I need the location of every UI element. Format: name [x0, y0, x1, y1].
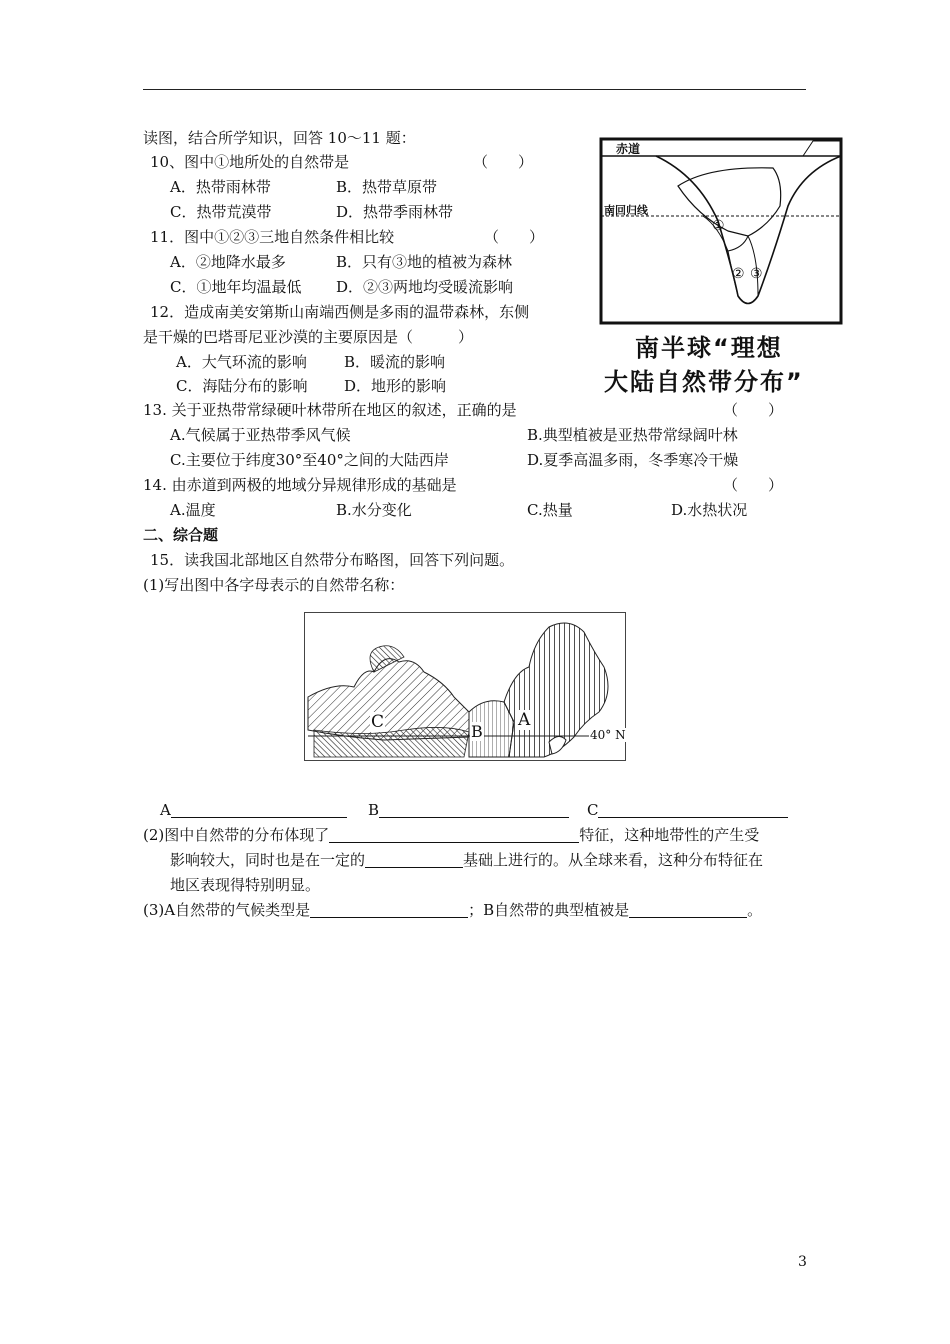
q13-paren: （ ）	[723, 401, 784, 419]
answer-a-row	[160, 798, 347, 822]
north-china-map	[304, 612, 626, 790]
q12-stem-line2: 是干燥的巴塔哥尼亚沙漠的主要原因是（ ）	[143, 328, 474, 346]
q14-paren: （ ）	[723, 476, 784, 494]
answer-a-blank[interactable]	[171, 801, 347, 818]
tropic-label: 南回归线	[604, 204, 648, 217]
q11-option-c: C．①地年均温最低	[170, 278, 302, 296]
marker-3: ③	[750, 266, 763, 282]
q10-paren: （ ）	[473, 153, 534, 171]
latitude-label: 40° N	[590, 728, 626, 742]
q14-option-b: B.水分变化	[336, 501, 412, 519]
part3-text-c: 。	[747, 901, 763, 919]
part2-blank-1[interactable]	[329, 826, 579, 843]
q15-part2-line2	[170, 848, 763, 872]
part2-text-d: 基础上进行的。从全球来看，这种分布特征在	[463, 851, 764, 869]
figure-caption-line1: 南半球“理想	[635, 334, 783, 362]
q13-option-b: B.典型植被是亚热带常绿阔叶林	[527, 426, 738, 444]
part3-text-a: (3)A自然带的气候类型是	[143, 901, 311, 919]
q14-option-c: C.热量	[527, 501, 573, 519]
part3-blank-2[interactable]	[629, 901, 747, 918]
q15-part2-line1	[143, 823, 759, 847]
part3-blank-1[interactable]	[310, 901, 468, 918]
page-number: 3	[798, 1254, 807, 1270]
q14-option-d: D.水热状况	[671, 501, 748, 519]
q12-option-a: A．大气环流的影响	[176, 353, 307, 371]
part2-text-c: 影响较大，同时也是在一定的	[170, 851, 366, 869]
header-rule	[143, 89, 806, 90]
answer-b-row	[368, 798, 569, 822]
marker-2: ②	[732, 266, 745, 282]
map-label-a: A	[518, 710, 531, 730]
q10-option-d: D．热带季雨林带	[336, 203, 454, 221]
part2-text-b: 特征，这种地带性的产生受	[579, 826, 760, 844]
q13-option-c: C.主要位于纬度30°至40°之间的大陆西岸	[170, 451, 449, 469]
part2-text-a: (2)图中自然带的分布体现了	[143, 826, 330, 844]
answer-b-blank[interactable]	[379, 801, 569, 818]
q13-option-d: D.夏季高温多雨，冬季寒冷干燥	[527, 451, 739, 469]
q10-option-c: C．热带荒漠带	[170, 203, 272, 221]
equator-label: 赤道	[616, 142, 641, 156]
q10-option-a: A．热带雨林带	[170, 178, 271, 196]
intro-text: 读图，结合所学知识，回答 10～11 题：	[143, 129, 416, 147]
answer-c-blank[interactable]	[598, 801, 788, 818]
figure-caption-line2: 大陆自然带分布”	[604, 368, 804, 396]
q12-option-d: D．地形的影响	[344, 377, 447, 395]
q11-paren: （ ）	[484, 228, 545, 246]
q10-stem: 10、图中①地所处的自然带是	[150, 153, 350, 171]
q14-stem: 14. 由赤道到两极的地域分异规律形成的基础是	[143, 476, 457, 494]
answer-b-label: B	[368, 801, 380, 819]
answer-a-label: A	[160, 801, 171, 819]
ideal-continent-figure	[598, 136, 844, 326]
q10-option-b: B．热带草原带	[336, 178, 438, 196]
north-china-map-drawing	[304, 612, 626, 790]
answer-c-label: C	[587, 801, 599, 819]
q13-option-a: A.气候属于亚热带季风气候	[170, 426, 351, 444]
q15-stem: 15．读我国北部地区自然带分布略图，回答下列问题。	[150, 551, 515, 569]
answer-c-row	[587, 798, 788, 822]
part2-text-e: 地区表现得特别明显。	[170, 876, 321, 894]
section-heading: 二、综合题	[143, 526, 219, 544]
q14-option-a: A.温度	[170, 501, 216, 519]
part3-text-b: ；B自然带的典型植被是	[468, 901, 630, 919]
marker-1: ①	[712, 218, 725, 234]
q11-option-b: B．只有③地的植被为森林	[336, 253, 513, 271]
q11-option-d: D．②③两地均受暖流影响	[336, 278, 514, 296]
q15-part1: (1)写出图中各字母表示的自然带名称：	[143, 576, 405, 594]
q12-stem-line1: 12．造成南美安第斯山南端西侧是多雨的温带森林，东侧	[150, 303, 530, 321]
q12-option-c: C．海陆分布的影响	[176, 377, 308, 395]
q11-option-a: A．②地降水最多	[170, 253, 286, 271]
map-label-c: C	[371, 712, 385, 732]
part2-blank-2[interactable]	[365, 851, 463, 868]
q12-option-b: B．暖流的影响	[344, 353, 446, 371]
q15-part3	[143, 898, 762, 922]
q13-stem: 13. 关于亚热带常绿硬叶林带所在地区的叙述，正确的是	[143, 401, 517, 419]
map-label-b: B	[471, 722, 483, 741]
q11-stem: 11．图中①②③三地自然条件相比较	[150, 228, 395, 246]
